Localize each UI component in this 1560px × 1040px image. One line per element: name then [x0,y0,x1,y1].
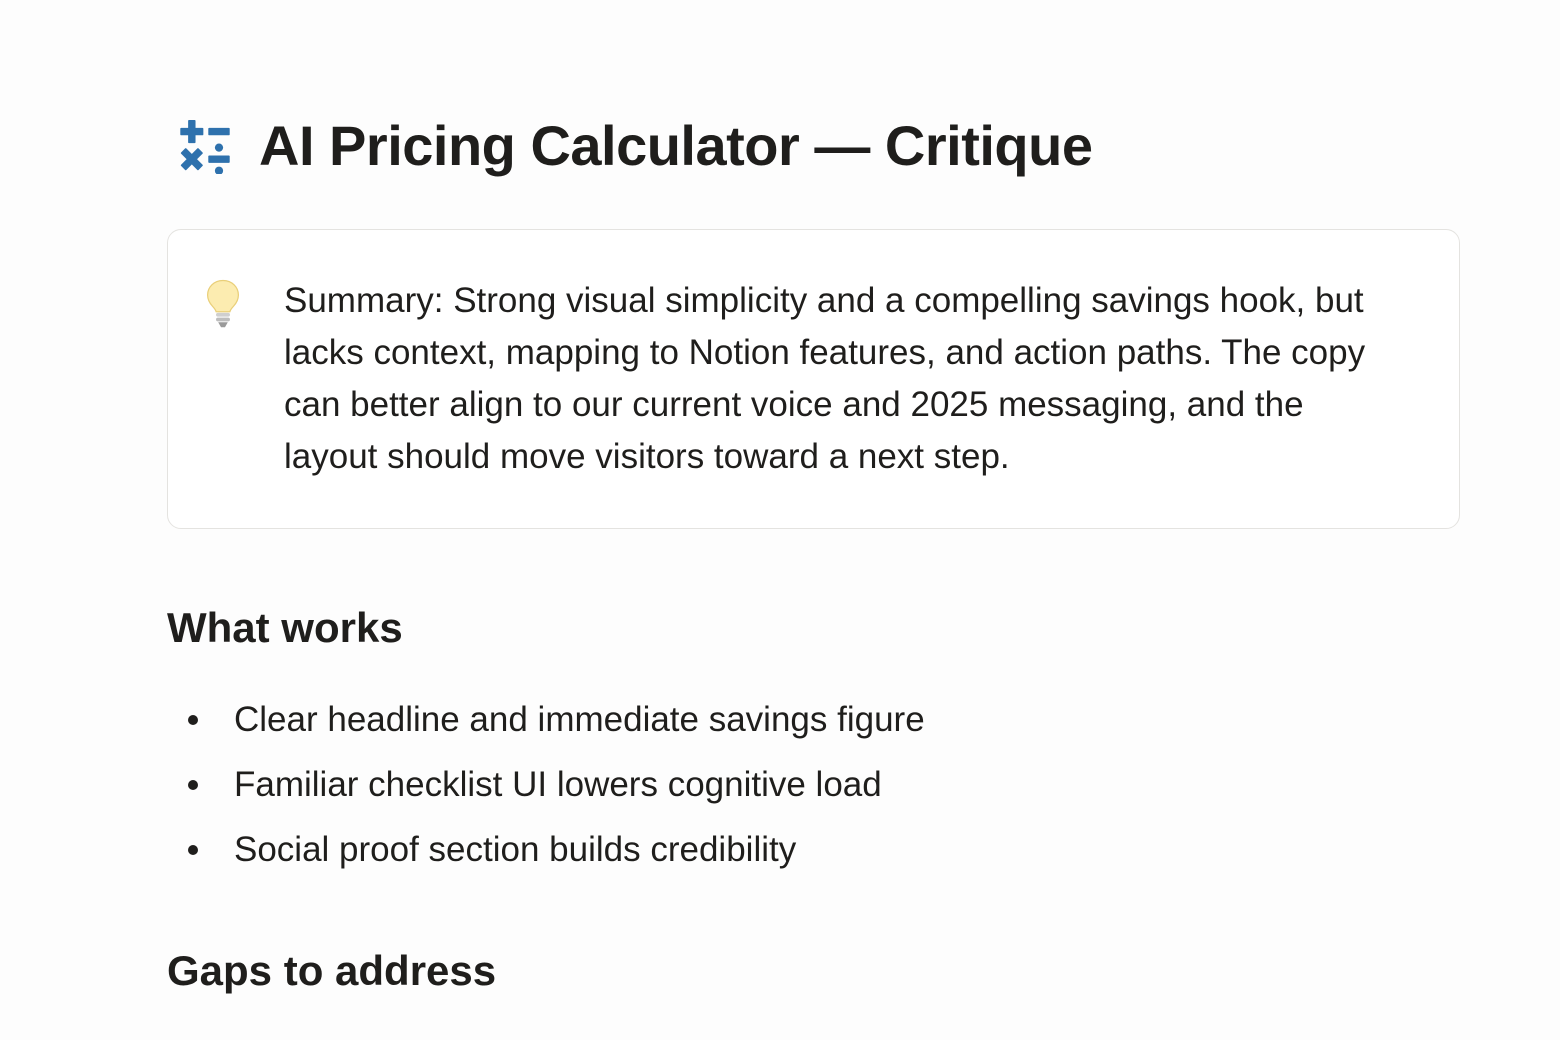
page-header [167,112,1460,179]
list-item-text: Familiar checklist UI lowers cognitive load [234,765,882,805]
page-title[interactable]: AI Pricing Calculator — Critique [259,114,1093,177]
bullet-dot [188,715,198,725]
list-item[interactable] [167,759,1460,811]
section-heading-gaps[interactable]: Gaps to address [167,947,497,995]
list-item-text: Clear headline and immediate savings figure [234,700,925,740]
list-item[interactable] [167,694,1460,746]
bullet-list [167,694,1460,876]
callout-block[interactable] [167,229,1460,529]
lightbulb-icon[interactable] [204,279,242,331]
bullet-dot [188,780,198,790]
math-operations-icon[interactable] [178,118,232,174]
list-item-text: Social proof section builds credibility [234,830,797,870]
section-heading-what-works[interactable]: What works [167,604,403,652]
bullet-dot [188,845,198,855]
callout-text[interactable]: Summary: Strong visual simplicity and a compelling savings hook, but lacks context, mapping to Notion features, and action paths. The copy can better align to our current voice and 2025 messaging, and the layout should move visitors toward a next step. [284,281,1366,477]
list-item[interactable] [167,824,1460,876]
